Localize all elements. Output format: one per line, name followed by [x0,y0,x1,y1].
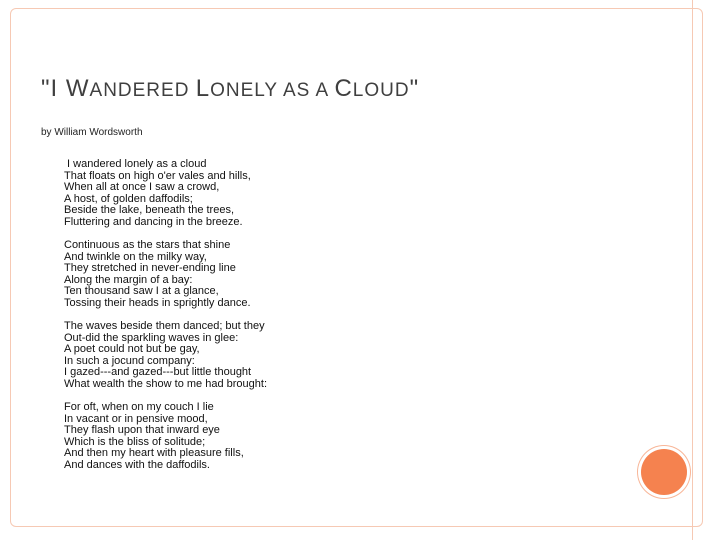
title-cap-2: L [195,75,211,102]
poem-line: Out-did the sparkling waves in glee: [64,331,239,344]
poem-line: Ten thousand saw I at a glance, [64,285,219,297]
poem-line: A host, of golden daffodils; [64,192,193,205]
poem-line: Which is the bliss of solitude; [64,435,206,448]
poem-line: Tossing their heads in sprightly dance. [64,296,251,309]
poem-line: I gazed---and gazed---but little thought [64,366,252,378]
stanza-2 [64,240,267,309]
poem-line: That floats on high o'er vales and hills, [64,169,251,182]
poem-line: And twinkle on the milky way, [64,250,207,263]
poem-line: When all at once I saw a crowd, [64,181,220,193]
title-cap-1: "I W [41,75,90,102]
poem-line: Fluttering and dancing in the breeze. [64,215,243,228]
poem-line: What wealth the show to me had brought: [64,377,268,390]
decorative-circle [641,449,687,495]
decorative-rule [692,0,693,540]
poem-line: Along the margin of a bay: [64,273,193,286]
poem-line: The waves beside them danced; but they [64,320,265,332]
title-cap-3: C [334,75,353,102]
poem-line: They stretched in never-ending line [64,262,236,274]
poem-line: For oft, when on my couch I lie [64,401,214,413]
poem-line: They flash upon that inward eye [64,424,220,436]
poem-line: Continuous as the stars that shine [64,239,231,251]
poem-line: In such a jocund company: [64,354,195,367]
title-quote-close: " [409,75,420,102]
poem-line: I wandered lonely as a cloud [64,158,207,170]
poem-line: A poet could not but be gay, [64,343,200,355]
poem-line: In vacant or in pensive mood, [64,412,208,425]
title-small-1: ANDERED [89,80,196,101]
poem-line: And dances with the daffodils. [64,458,210,471]
author-byline: by William Wordsworth [41,127,143,138]
stanza-3 [64,321,267,390]
page-title [41,75,419,103]
poem-line: Beside the lake, beneath the trees, [64,204,235,216]
poem-body [64,159,267,483]
poem-line: And then my heart with pleasure fills, [64,447,244,459]
stanza-4 [64,402,267,471]
title-small-2: ONELY AS A [210,80,335,101]
title-small-3: LOUD [352,80,410,101]
stanza-1 [64,159,267,228]
